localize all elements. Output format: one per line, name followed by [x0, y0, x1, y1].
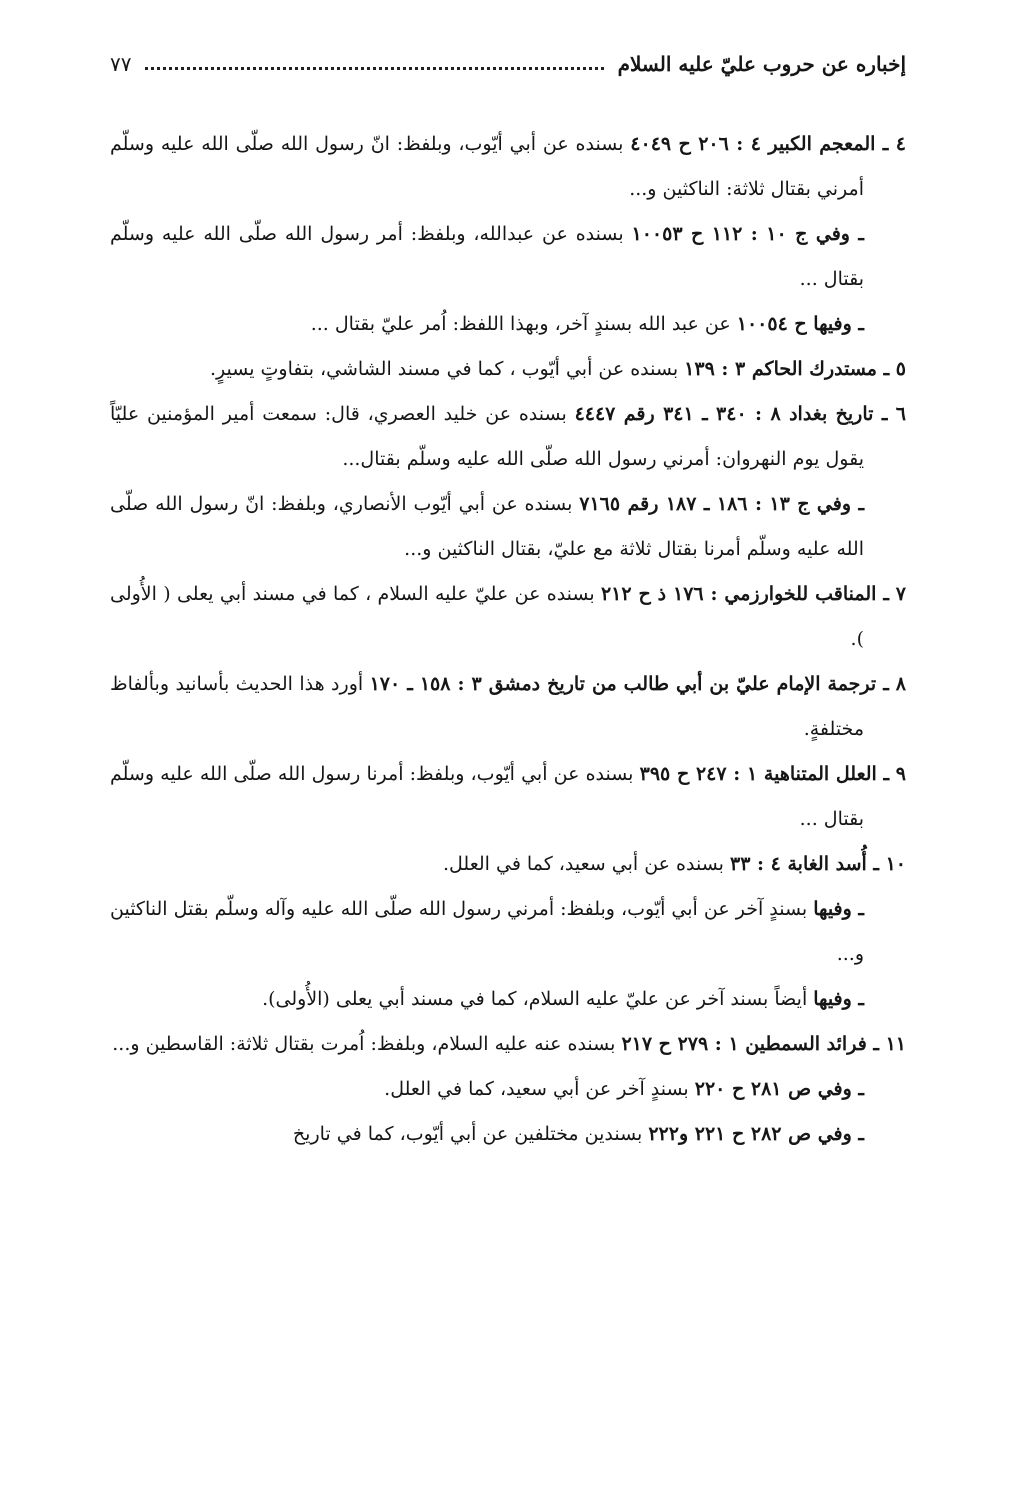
citation-entry — [110, 662, 906, 752]
citation-entry — [110, 572, 906, 662]
running-header — [110, 42, 906, 86]
citation-entry — [110, 752, 906, 842]
header-leader-dots — [145, 67, 603, 70]
header-title: إخباره عن حروب عليّ عليه السلام — [617, 52, 906, 76]
citation-text: بسنده عن أبي أيّوب ، كما في مسند الشاشي، بتفاوتٍ يسيرٍ. — [209, 358, 685, 380]
citation-reference: ـ وفيها — [813, 988, 864, 1010]
citation-text: بسنده عن أبي أيّوب الأنصاري، وبلفظ: انّ رسول الله صلّى الله عليه وسلّم أمرنا بقتال ثلاثة مع عليّ، بقتال الناكثين و... — [110, 493, 864, 560]
citation-entry — [110, 842, 906, 887]
citation-text: بسندٍ آخر عن أبي سعيد، كما في العلل. — [384, 1078, 695, 1100]
citation-entry — [110, 347, 906, 392]
citation-subentry — [110, 1112, 906, 1157]
citation-reference: ـ وفي ص ٢٨١ ح ٢٢٠ — [694, 1078, 864, 1100]
citation-text: بسندٍ آخر عن أبي أيّوب، وبلفظ: أمرني رسول الله صلّى الله عليه وآله وسلّم بقتل الناكثين و... — [110, 898, 864, 965]
citation-reference: ٧ ـ المناقب للخوارزمي : ١٧٦ ذ ح ٢١٢ — [600, 583, 906, 605]
citation-text: بسنده عنه عليه السلام، وبلفظ: اُمرت بقتال ثلاثة: القاسطين و... — [112, 1033, 622, 1055]
citation-reference: ـ وفيها ح ١٠٠٥٤ — [736, 313, 864, 335]
citation-subentry — [110, 977, 906, 1022]
citation-text: بسنده عن أبي سعيد، كما في العلل. — [442, 853, 730, 875]
citation-subentry — [110, 482, 906, 572]
citation-reference: ٤ ـ المعجم الكبير ٤ : ٢٠٦ ح ٤٠٤٩ — [630, 133, 907, 155]
citation-entry — [110, 392, 906, 482]
citation-text: بسنده عن عبدالله، وبلفظ: أمر رسول الله صلّى الله عليه وسلّم بقتال ... — [110, 223, 864, 290]
citation-text: بسنده عن عليّ عليه السلام ، كما في مسند أبي يعلى ( الأُولى ). — [110, 583, 864, 650]
page-number: ٧٧ — [110, 52, 132, 76]
citation-text: بسنده عن خليد العصري، قال: سمعت أمير المؤمنين عليّاً يقول يوم النهروان: أمرني رسول الله صلّى الله عليه وسلّم بقتال... — [110, 403, 864, 470]
citation-subentry — [110, 887, 906, 977]
citation-reference: ٩ ـ العلل المتناهية ١ : ٢٤٧ ح ٣٩٥ — [639, 763, 907, 785]
citation-reference: ٥ ـ مستدرك الحاكم ٣ : ١٣٩ — [684, 358, 906, 380]
citation-reference: ـ وفي ج ١٣ : ١٨٦ ـ ١٨٧ رقم ٧١٦٥ — [579, 493, 865, 515]
citation-text: بسنده عن أبي أيّوب، وبلفظ: أمرنا رسول الله صلّى الله عليه وسلّم بقتال ... — [110, 763, 864, 830]
citation-reference: ٦ ـ تاريخ بغداد ٨ : ٣٤٠ ـ ٣٤١ رقم ٤٤٤٧ — [574, 403, 906, 425]
citation-reference: ـ وفيها — [813, 898, 864, 920]
citation-text: بسندين مختلفين عن أبي أيّوب، كما في تاريخ — [292, 1123, 649, 1145]
citation-reference: ـ وفي ج ١٠ : ١١٢ ح ١٠٠٥٣ — [631, 223, 864, 245]
citation-reference: ١١ ـ فرائد السمطين ١ : ٢٧٩ ح ٢١٧ — [621, 1033, 906, 1055]
citation-subentry — [110, 1067, 906, 1112]
citation-text: أيضاً بسند آخر عن عليّ عليه السلام، كما في مسند أبي يعلى (الأُولى). — [262, 988, 814, 1010]
citation-text: بسنده عن أبي أيّوب، وبلفظ: انّ رسول الله صلّى الله عليه وسلّم أمرني بقتال ثلاثة: الناكثين و... — [110, 133, 864, 200]
citation-text: عن عبد الله بسندٍ آخر، وبهذا اللفظ: اُمر عليّ بقتال ... — [310, 313, 737, 335]
citation-entry — [110, 1022, 906, 1067]
citation-subentry — [110, 212, 906, 302]
citation-entry — [110, 122, 906, 212]
citation-subentry — [110, 302, 906, 347]
citation-reference: ٨ ـ ترجمة الإمام عليّ بن أبي طالب من تاريخ دمشق ٣ : ١٥٨ ـ ١٧٠ — [369, 673, 907, 695]
citation-text: أورد هذا الحديث بأسانيد وبألفاظ مختلفةٍ. — [110, 673, 864, 740]
citation-reference: ١٠ ـ أُسد الغابة ٤ : ٣٣ — [729, 853, 906, 875]
citation-reference: ـ وفي ص ٢٨٢ ح ٢٢١ و٢٢٢ — [648, 1123, 864, 1145]
document-body — [110, 122, 906, 1157]
